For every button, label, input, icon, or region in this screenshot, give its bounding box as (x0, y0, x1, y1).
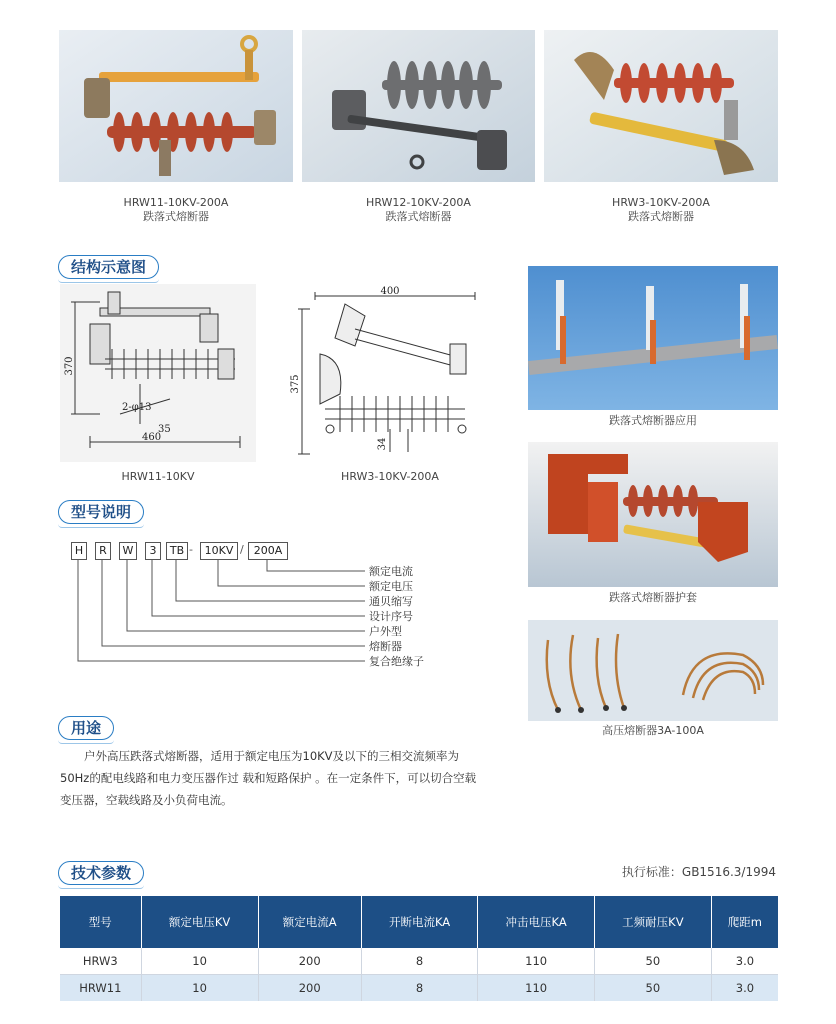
section-title-model: 型号说明 (58, 500, 144, 524)
code-part-3: 3 (145, 542, 161, 560)
dim-35-label: 35 (158, 424, 171, 435)
table-cell: 200 (258, 975, 361, 1002)
th-power-freq-withstand: 工频耐压KV (594, 896, 711, 948)
photo-caption-cover: 跌落式熔断器护套 (609, 591, 697, 604)
dim-375-label: 375 (290, 374, 301, 394)
code-part-r: R (95, 542, 111, 560)
table-header-row (60, 896, 778, 948)
table-cell: 110 (478, 975, 595, 1002)
dim-34-label: 34 (377, 437, 388, 451)
section-title-structure: 结构示意图 (58, 255, 159, 279)
th-breaking-current: 开断电流KA (361, 896, 478, 948)
dim-400-label: 400 (380, 286, 400, 297)
photo-caption-hrw3: HRW3-10KV-200A 跌落式熔断器 (612, 196, 710, 223)
table-cell: 3.0 (711, 975, 778, 1002)
table-cell: HRW3 (60, 948, 141, 975)
photo-caption-fuse-links: 高压熔断器3A-100A (602, 724, 704, 737)
dim-hole-label: 2-φ13 (122, 402, 152, 413)
code-part-w: W (119, 542, 137, 560)
table-cell: 200 (258, 948, 361, 975)
table-cell: 10 (141, 948, 258, 975)
legend-fuse: 熔断器 (369, 640, 402, 653)
legend-rated-current: 额定电流 (369, 565, 413, 578)
dim-height-label: 370 (64, 356, 75, 376)
th-rated-voltage: 额定电压KV (141, 896, 258, 948)
legend-rated-voltage: 额定电压 (369, 580, 413, 593)
tech-params-table (60, 896, 778, 1001)
code-part-200a: 200A (248, 542, 288, 560)
table-cell: 110 (478, 948, 595, 975)
legend-brand-abbr: 通贝缩写 (369, 595, 413, 608)
th-impulse-voltage: 冲击电压KA (478, 896, 595, 948)
photo-caption-hrw11: HRW11-10KV-200A 跌落式熔断器 (123, 196, 229, 223)
table-cell: 3.0 (711, 948, 778, 975)
diagram-caption-hrw3: HRW3-10KV-200A (341, 470, 439, 483)
table-cell: 8 (361, 948, 478, 975)
table-cell: HRW11 (60, 975, 141, 1002)
table-cell: 50 (594, 948, 711, 975)
standard-note: 执行标准：GB1516.3/1994 (621, 865, 776, 879)
th-model: 型号 (60, 896, 141, 948)
code-part-h: H (71, 542, 87, 560)
th-rated-current: 额定电流A (258, 896, 361, 948)
table-cell: 10 (141, 975, 258, 1002)
legend-outdoor: 户外型 (369, 625, 402, 638)
table-cell: 50 (594, 975, 711, 1002)
diagram-caption-hrw11: HRW11-10KV (121, 470, 195, 483)
legend-design-no: 设计序号 (369, 610, 413, 623)
table-row (60, 948, 778, 975)
section-title-tech: 技术参数 (58, 861, 144, 885)
photo-caption-hrw12: HRW12-10KV-200A 跌落式熔断器 (366, 196, 471, 223)
dim-width-label: 460 (142, 432, 162, 443)
code-slash: / (240, 543, 244, 556)
code-part-10kv: 10KV (200, 542, 238, 560)
table-cell: 8 (361, 975, 478, 1002)
code-dash: - (189, 543, 193, 556)
photo-caption-application: 跌落式熔断器应用 (609, 414, 697, 427)
code-part-tb: TB (166, 542, 188, 560)
legend-composite-insulator: 复合绝缘子 (369, 655, 424, 668)
section-title-usage: 用途 (58, 716, 114, 740)
usage-paragraph: 户外高压跌落式熔断器，适用于额定电压为10KV及以下的三相交流频率为50Hz的配电线路和电力变压器作过 载和短路保护 。在一定条件下，可以切合空载变压器，空载线路及小负荷电流。 (60, 749, 477, 807)
th-creepage: 爬距m (711, 896, 778, 948)
table-row (60, 975, 778, 1002)
